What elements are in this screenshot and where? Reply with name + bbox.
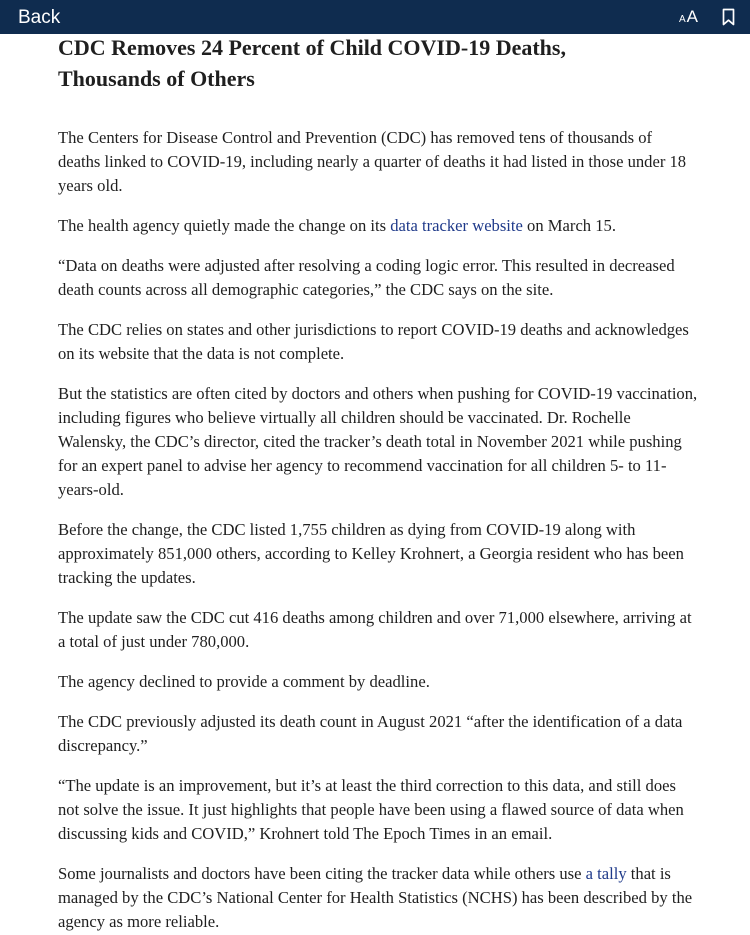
paragraph-6: Before the change, the CDC listed 1,755 children as dying from COVID-19 along with approximately 851,000 others, according to Kelley Krohnert, a Georgia resident who has been tracking the updates. [58, 520, 684, 587]
font-size-button[interactable] [679, 7, 698, 27]
nchs-tally-link[interactable]: a tally [585, 864, 627, 883]
font-size-large-icon: A [686, 7, 698, 26]
paragraph-1: The Centers for Disease Control and Prevention (CDC) has removed tens of thousands of deaths linked to COVID-19, including nearly a quarter of deaths it had listed in those under 18 years old. [58, 128, 687, 195]
headline-line-1: CDC Removes 24 Percent of Child COVID-19 Deaths, [58, 35, 566, 60]
reader-controls [679, 7, 736, 27]
headline-line-2: Thousands of Others [58, 66, 255, 91]
paragraph-7: The update saw the CDC cut 416 deaths among children and over 71,000 elsewhere, arriving at a total of just under 780,000. [58, 608, 692, 651]
back-button[interactable]: Back [18, 6, 61, 28]
paragraph-2 [58, 214, 698, 238]
paragraph-8: The agency declined to provide a comment by deadline. [58, 672, 430, 691]
paragraph-4: The CDC relies on states and other jurisdictions to report COVID-19 deaths and acknowledges on its website that the data is not complete. [58, 320, 689, 363]
paragraph-3: “Data on deaths were adjusted after resolving a coding logic error. This resulted in decreased death counts across all demographic categories,” the CDC says on the site. [58, 256, 675, 299]
paragraph-5: But the statistics are often cited by doctors and others when pushing for COVID-19 vaccination, including figures who believe virtually all children should be vaccinated. Dr. Rochelle Walensky, the CDC’s director, cited the tracker’s death total in November 2021 while pushing for an expert panel to advise her agency to recommend vaccination for all children 5- to 11-years-old. [58, 384, 698, 499]
paragraph-9: The CDC previously adjusted its death count in August 2021 “after the identification of a data discrepancy.” [58, 712, 683, 755]
bookmark-button[interactable] [720, 7, 736, 27]
article-headline [58, 32, 698, 94]
paragraph-11-text-end: that is managed by the CDC’s National Center for Health Statistics (NCHS) has been described by the agency as more reliable. [58, 864, 693, 931]
paragraph-11 [58, 862, 698, 934]
font-size-small-icon: A [678, 14, 686, 25]
article-body [58, 32, 698, 935]
data-tracker-website-link[interactable]: data tracker website [390, 216, 523, 235]
paragraph-2-text-end: on March 15. [522, 216, 616, 235]
paragraph-2-text-start: The health agency quietly made the change on its [58, 216, 391, 235]
paragraph-10: “The update is an improvement, but it’s at least the third correction to this data, and still does not solve the issue. It just highlights that people have been using a flawed source of data when discussing kids and COVID,” Krohnert told The Epoch Times in an email. [58, 776, 684, 843]
paragraph-11-text-start: Some journalists and doctors have been citing the tracker data while others use [58, 864, 586, 883]
bookmark-icon [722, 8, 735, 26]
top-navigation-bar [0, 0, 750, 34]
